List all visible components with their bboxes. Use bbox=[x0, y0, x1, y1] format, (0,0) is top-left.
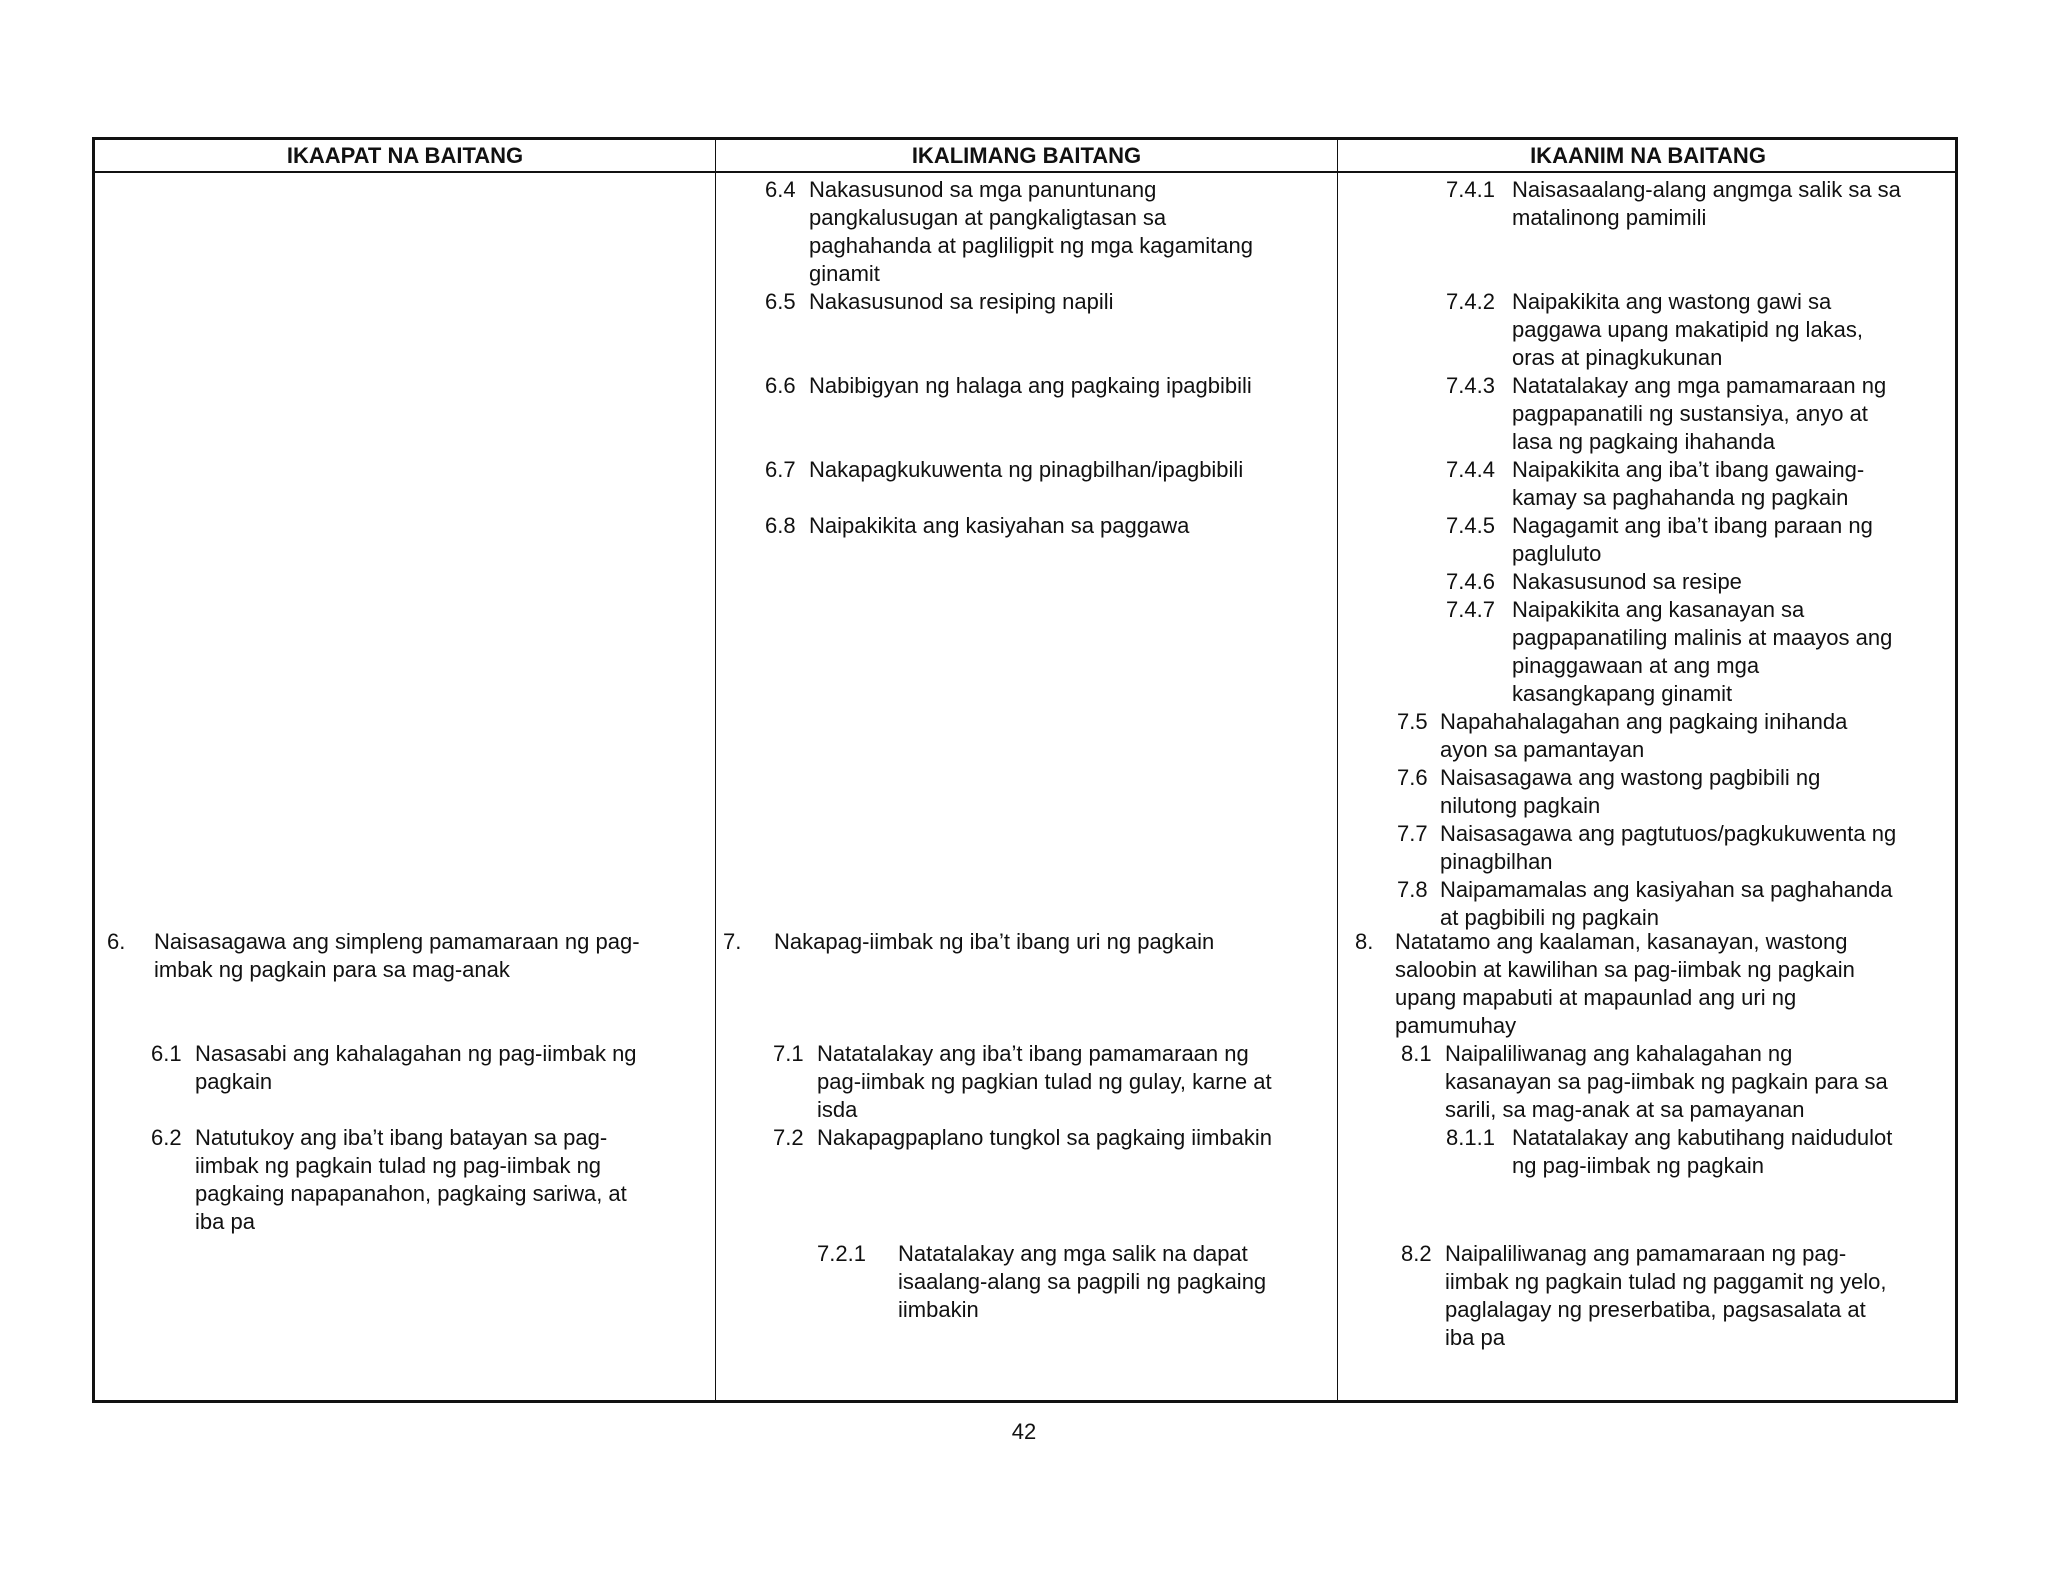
item-number: 6.1 bbox=[151, 1041, 182, 1066]
page-number: 42 bbox=[1011, 1419, 1037, 1444]
item-number: 7.4.2 bbox=[1446, 289, 1495, 314]
item-number: 7.4.5 bbox=[1446, 513, 1495, 538]
item-line: Napahahalagahan ang pagkaing inihanda bbox=[1440, 709, 1848, 734]
item-line: Naipakikita ang iba’t ibang gawaing- bbox=[1512, 457, 1865, 482]
item-line: Nakapagkukuwenta ng pinagbilhan/ipagbibili bbox=[809, 457, 1244, 482]
item-line: paggawa upang makatipid ng lakas, bbox=[1512, 317, 1864, 342]
item-line: Nagagamit ang iba’t ibang paraan ng bbox=[1512, 513, 1873, 538]
item-line: pinagbilhan bbox=[1440, 849, 1553, 874]
item-line: lasa ng pagkaing ihahanda bbox=[1512, 429, 1776, 454]
item-line: Naisasagawa ang pagtutuos/pagkukuwenta ng bbox=[1440, 821, 1897, 846]
item-line: Naipaliliwanag ang pamamaraan ng pag- bbox=[1445, 1241, 1847, 1266]
item-line: Natatalakay ang kabutihang naidudulot bbox=[1512, 1125, 1893, 1150]
item-line: matalinong pamimili bbox=[1512, 205, 1707, 230]
item-line: paghahanda at pagliligpit ng mga kagamitang bbox=[809, 233, 1253, 258]
item-line: Natatalakay ang iba’t ibang pamamaraan ng bbox=[817, 1041, 1249, 1066]
item-line: isaalang-alang sa pagpili ng pagkaing bbox=[898, 1269, 1267, 1294]
item-number: 6. bbox=[107, 929, 126, 954]
item-line: nilutong pagkain bbox=[1440, 793, 1601, 818]
item-line: sarili, sa mag-anak at sa pamayanan bbox=[1445, 1097, 1805, 1122]
item-line: paglalagay ng preserbatiba, pagsasalata at bbox=[1445, 1297, 1866, 1322]
item-line: Natatamo ang kaalaman, kasanayan, wastong bbox=[1395, 929, 1848, 954]
item-line: ayon sa pamantayan bbox=[1440, 737, 1645, 762]
item-line: Naipaliliwanag ang kahalagahan ng bbox=[1445, 1041, 1793, 1066]
item-number: 8. bbox=[1355, 929, 1374, 954]
item-line: pinaggawaan at ang mga bbox=[1512, 653, 1760, 678]
item-number: 7.4.3 bbox=[1446, 373, 1495, 398]
item-number: 8.1 bbox=[1401, 1041, 1432, 1066]
item-line: kasanayan sa pag-iimbak ng pagkain para sa bbox=[1445, 1069, 1888, 1094]
item-line: pagpapanatili ng sustansiya, anyo at bbox=[1512, 401, 1868, 426]
item-number: 7.4.6 bbox=[1446, 569, 1495, 594]
item-line: Naisasagawa ang wastong pagbibili ng bbox=[1440, 765, 1821, 790]
item-line: Nakasusunod sa resipe bbox=[1512, 569, 1742, 594]
item-line: Natatalakay ang mga pamamaraan ng bbox=[1512, 373, 1887, 398]
item-line: pagpapanatiling malinis at maayos ang bbox=[1512, 625, 1893, 650]
item-line: Natatalakay ang mga salik na dapat bbox=[898, 1241, 1248, 1266]
item-line: pagkaing napapanahon, pagkaing sariwa, at bbox=[195, 1181, 627, 1206]
item-line: pagluluto bbox=[1512, 541, 1602, 566]
item-number: 7.4.7 bbox=[1446, 597, 1495, 622]
item-line: iimbak ng pagkain tulad ng pag-iimbak ng bbox=[195, 1153, 602, 1178]
item-line: ng pag-iimbak ng pagkain bbox=[1512, 1153, 1764, 1178]
item-number: 6.4 bbox=[765, 177, 796, 202]
header-ikaanim: IKAANIM NA BAITANG bbox=[1530, 143, 1766, 168]
item-line: Naipamamalas ang kasiyahan sa paghahanda bbox=[1440, 877, 1893, 902]
item-number: 7.6 bbox=[1397, 765, 1428, 790]
column-divider bbox=[715, 140, 716, 1400]
item-number: 7. bbox=[723, 929, 742, 954]
curriculum-table bbox=[92, 137, 1958, 1403]
item-line: upang mapabuti at mapaunlad ang uri ng bbox=[1395, 985, 1797, 1010]
item-line: saloobin at kawilihan sa pag-iimbak ng pagkain bbox=[1395, 957, 1855, 982]
item-line: ginamit bbox=[809, 261, 880, 286]
item-number: 7.7 bbox=[1397, 821, 1428, 846]
item-line: Nabibigyan ng halaga ang pagkaing ipagbibili bbox=[809, 373, 1252, 398]
item-number: 8.1.1 bbox=[1446, 1125, 1495, 1150]
table-header-row bbox=[95, 140, 1955, 173]
item-line: isda bbox=[817, 1097, 858, 1122]
header-ikalima: IKALIMANG BAITANG bbox=[911, 143, 1142, 168]
item-number: 8.2 bbox=[1401, 1241, 1432, 1266]
item-line: Nakapag-iimbak ng iba’t ibang uri ng pagkain bbox=[774, 929, 1215, 954]
item-line: Naipakikita ang kasiyahan sa paggawa bbox=[809, 513, 1190, 538]
item-line: imbak ng pagkain para sa mag-anak bbox=[154, 957, 510, 982]
item-line: Naisasagawa ang simpleng pamamaraan ng pag- bbox=[154, 929, 640, 954]
item-number: 7.2 bbox=[773, 1125, 804, 1150]
item-line: pagkain bbox=[195, 1069, 273, 1094]
item-line: kasangkapang ginamit bbox=[1512, 681, 1733, 706]
item-number: 6.8 bbox=[765, 513, 796, 538]
item-line: Nakasusunod sa mga panuntunang bbox=[809, 177, 1157, 202]
item-line: kamay sa paghahanda ng pagkain bbox=[1512, 485, 1849, 510]
item-number: 6.7 bbox=[765, 457, 796, 482]
item-line: Nasasabi ang kahalagahan ng pag-iimbak ng bbox=[195, 1041, 637, 1066]
item-line: iimbakin bbox=[898, 1297, 979, 1322]
item-line: Nakapagpaplano tungkol sa pagkaing iimbakin bbox=[817, 1125, 1272, 1150]
item-line: pangkalusugan at pangkaligtasan sa bbox=[809, 205, 1167, 230]
item-line: Naipakikita ang kasanayan sa bbox=[1512, 597, 1805, 622]
item-line: iimbak ng pagkain tulad ng paggamit ng yelo, bbox=[1445, 1269, 1887, 1294]
item-line: Natutukoy ang iba’t ibang batayan sa pag- bbox=[195, 1125, 608, 1150]
item-line: pamumuhay bbox=[1395, 1013, 1517, 1038]
item-line: pag-iimbak ng pagkian tulad ng gulay, karne at bbox=[817, 1069, 1272, 1094]
item-number: 7.2.1 bbox=[817, 1241, 866, 1266]
item-number: 6.2 bbox=[151, 1125, 182, 1150]
item-line: oras at pinagkukunan bbox=[1512, 345, 1723, 370]
header-ikaapat: IKAAPAT NA BAITANG bbox=[286, 143, 524, 168]
item-line: iba pa bbox=[1445, 1325, 1505, 1350]
column-divider bbox=[1337, 140, 1338, 1400]
item-number: 7.4.1 bbox=[1446, 177, 1495, 202]
item-number: 7.8 bbox=[1397, 877, 1428, 902]
item-number: 6.6 bbox=[765, 373, 796, 398]
item-line: Naisasaalang-alang angmga salik sa sa bbox=[1512, 177, 1901, 202]
item-number: 7.5 bbox=[1397, 709, 1428, 734]
item-number: 7.1 bbox=[773, 1041, 804, 1066]
item-number: 6.5 bbox=[765, 289, 796, 314]
item-line: Nakasusunod sa resiping napili bbox=[809, 289, 1114, 314]
item-line: Naipakikita ang wastong gawi sa bbox=[1512, 289, 1832, 314]
item-line: at pagbibili ng pagkain bbox=[1440, 905, 1659, 930]
item-number: 7.4.4 bbox=[1446, 457, 1495, 482]
item-line: iba pa bbox=[195, 1209, 255, 1234]
